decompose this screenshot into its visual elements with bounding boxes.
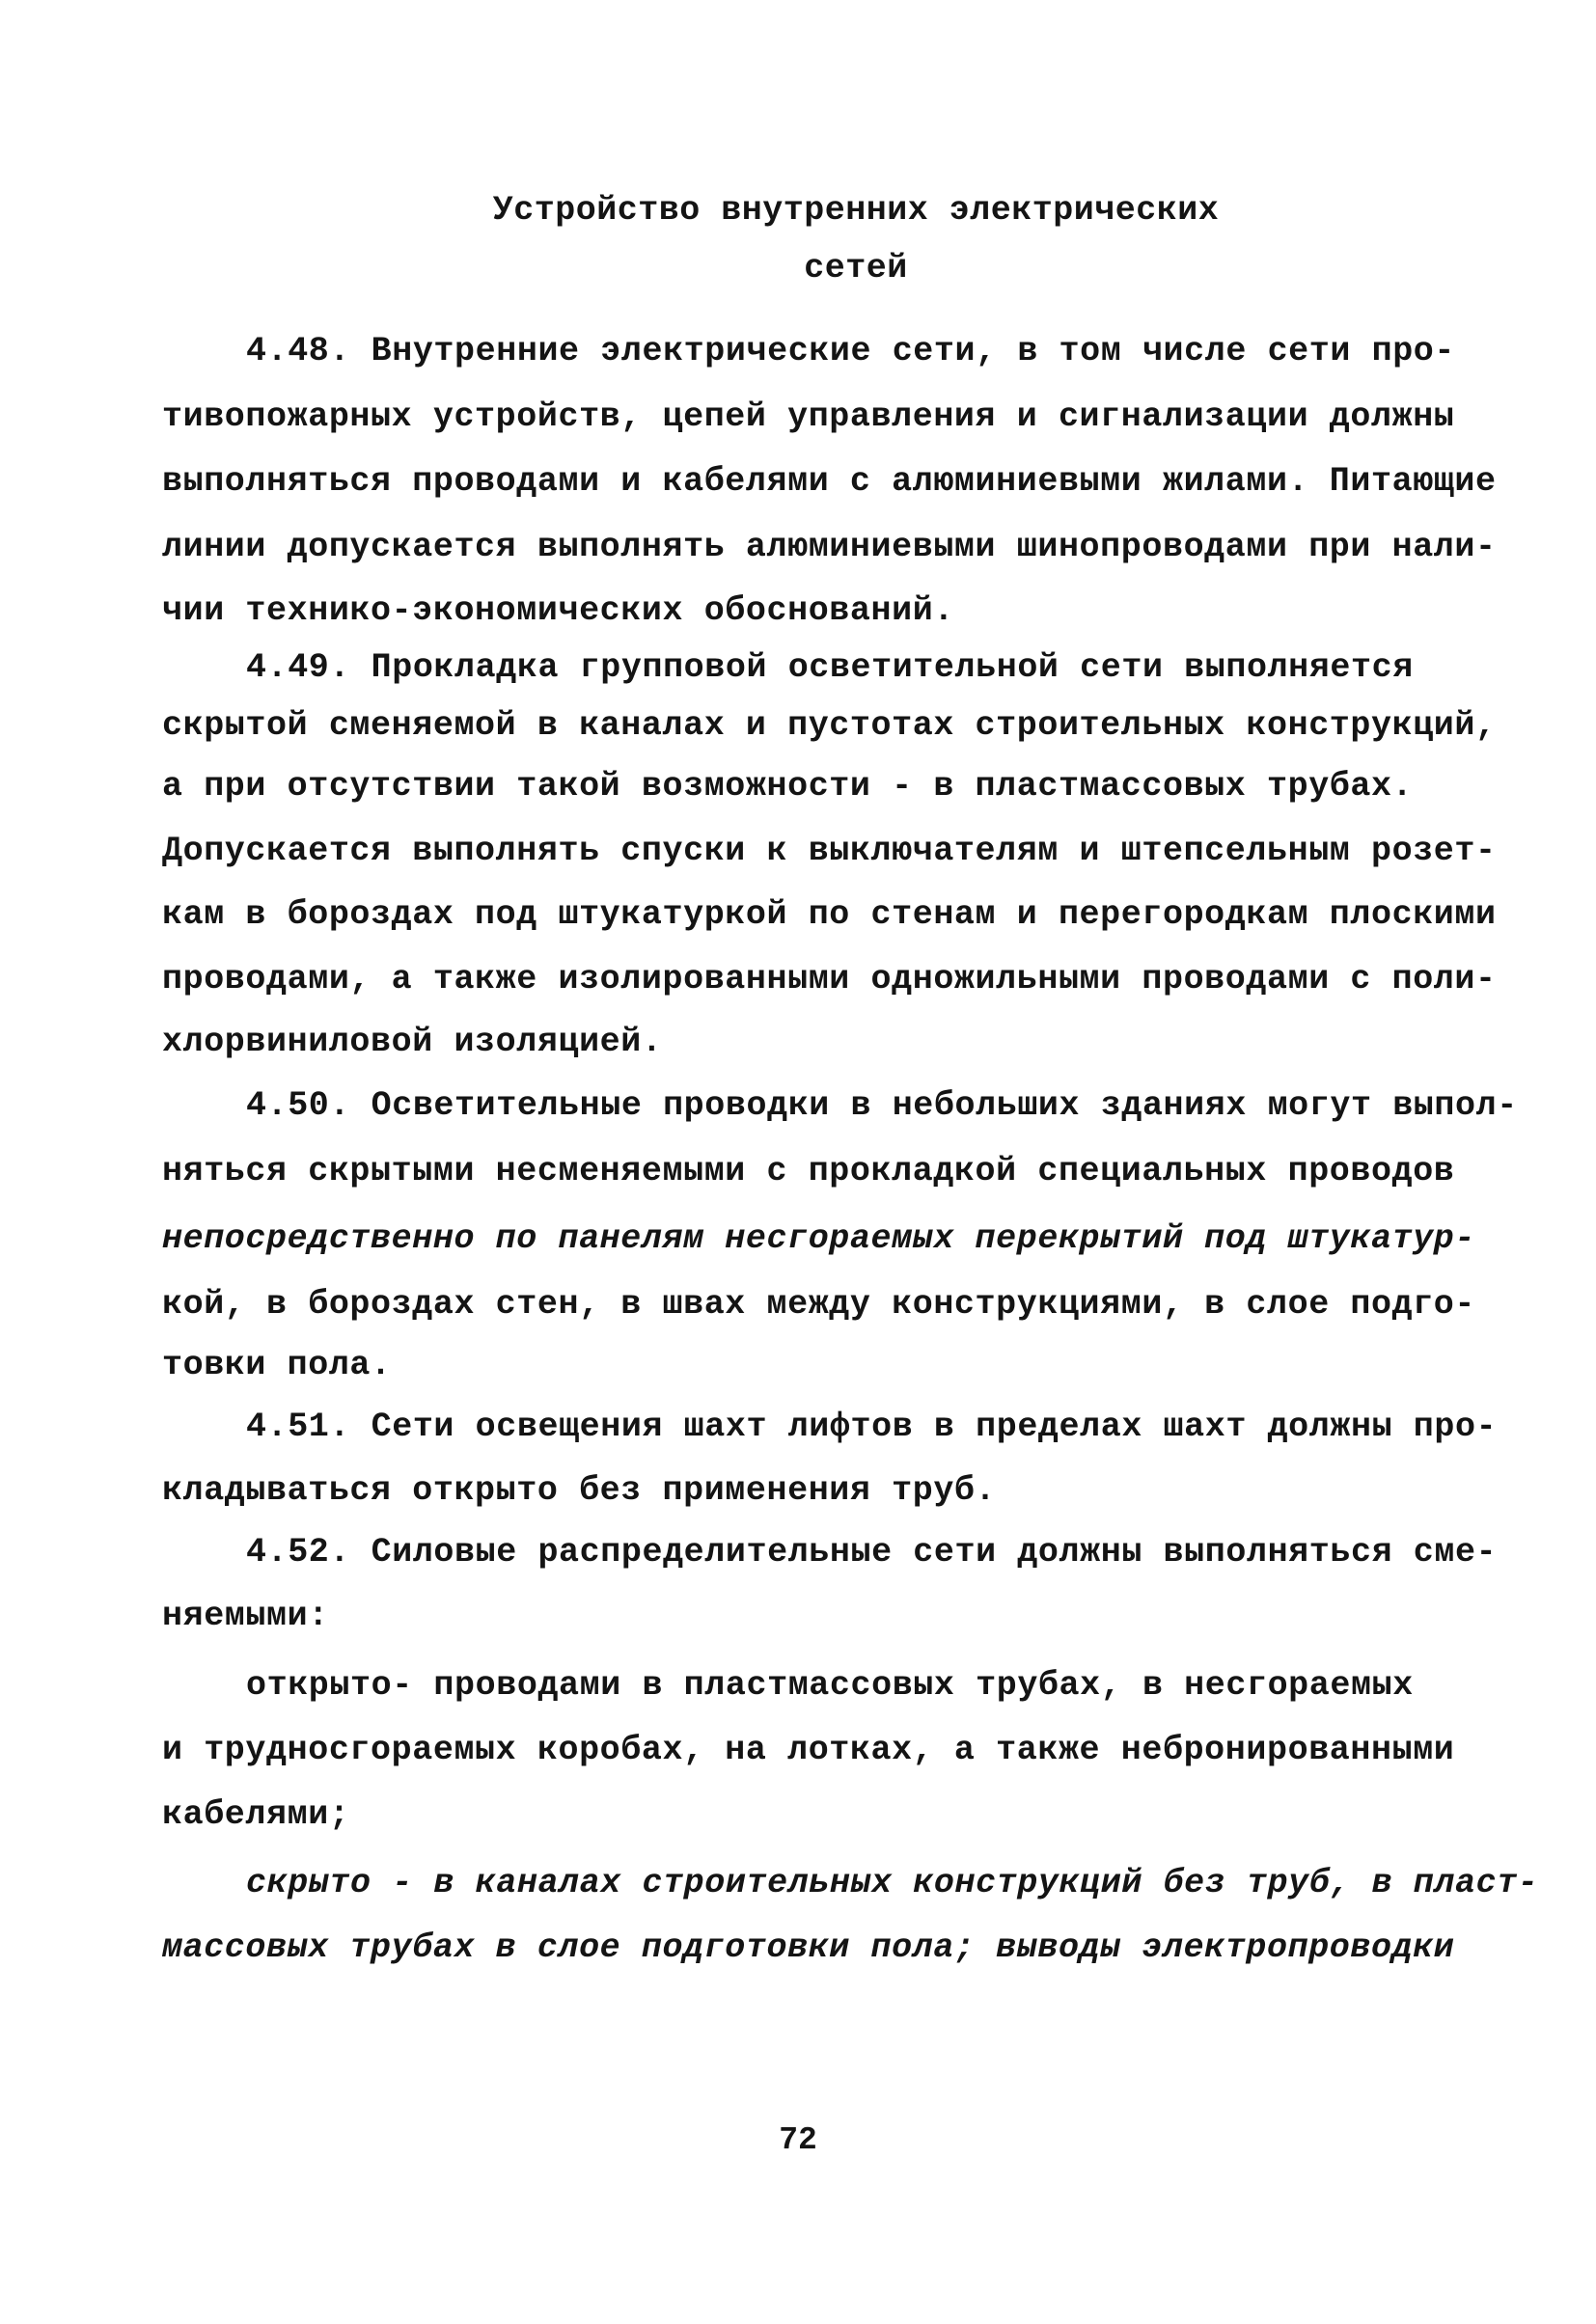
paragraph-4-49-line: а при отсутствии такой возможности - в пластмассовых трубах. <box>162 767 1414 806</box>
paragraph-4-51-line: 4.51. Сети освещения шахт лифтов в пределах шахт должны про- <box>246 1408 1498 1446</box>
paragraph-4-52-line: массовых трубах в слое подготовки пола; выводы электропроводки <box>162 1928 1455 1967</box>
paragraph-4-52-line: 4.52. Силовые распределительные сети должны выполняться сме- <box>246 1533 1498 1572</box>
paragraph-4-49-line: 4.49. Прокладка групповой осветительной сети выполняется <box>246 648 1414 687</box>
paragraph-4-50-line: няться скрытыми несменяемыми с прокладкой специальных проводов <box>162 1152 1455 1190</box>
paragraph-4-49-line: скрытой сменяемой в каналах и пустотах строительных конструкций, <box>162 706 1497 745</box>
paragraph-4-48-line: тивопожарных устройств, цепей управления и сигнализации должны <box>162 397 1455 436</box>
paragraph-4-50-line: кой, в бороздах стен, в швах между конструкциями, в слое подго- <box>162 1285 1476 1324</box>
section-heading-continuation: сетей <box>804 249 908 287</box>
page-number: 72 <box>779 2122 817 2158</box>
paragraph-4-52-line: кабелями; <box>162 1795 350 1834</box>
paragraph-4-51-line: кладываться открыто без применения труб. <box>162 1471 997 1510</box>
paragraph-4-52-line: скрыто - в каналах строительных конструкций без труб, в пласт- <box>246 1864 1539 1902</box>
paragraph-4-52-line: открыто- проводами в пластмассовых трубах, в несгораемых <box>246 1666 1414 1705</box>
paragraph-4-52-line: и трудносгораемых коробах, на лотках, а также небронированными <box>162 1731 1455 1769</box>
paragraph-4-50-line: товки пола. <box>162 1346 392 1384</box>
paragraph-4-48-line: выполняться проводами и кабелями с алюминиевыми жилами. Питающие <box>162 462 1497 501</box>
paragraph-4-52-line: няемыми: <box>162 1597 329 1635</box>
paragraph-4-50-line: непосредственно по панелям несгораемых перекрытий под штукатур- <box>162 1219 1476 1258</box>
paragraph-4-48-line: 4.48. Внутренние электрические сети, в том числе сети про- <box>246 332 1455 370</box>
paragraph-4-49-line: Допускается выполнять спуски к выключателям и штепсельным розет- <box>162 832 1497 870</box>
paragraph-4-48-line: чии технико-экономических обоснований. <box>162 591 954 630</box>
paragraph-4-48-line: линии допускается выполнять алюминиевыми шинопроводами при нали- <box>162 528 1497 566</box>
paragraph-4-49-line: хлорвиниловой изоляцией. <box>162 1023 663 1061</box>
paragraph-4-49-line: кам в бороздах под штукатуркой по стенам и перегородкам плоскими <box>162 895 1497 934</box>
section-heading: Устройство внутренних электрических <box>492 191 1220 230</box>
paragraph-4-49-line: проводами, а также изолированными одножильными проводами с поли- <box>162 960 1497 998</box>
paragraph-4-50-line: 4.50. Осветительные проводки в небольших зданиях могут выпол- <box>246 1086 1518 1125</box>
